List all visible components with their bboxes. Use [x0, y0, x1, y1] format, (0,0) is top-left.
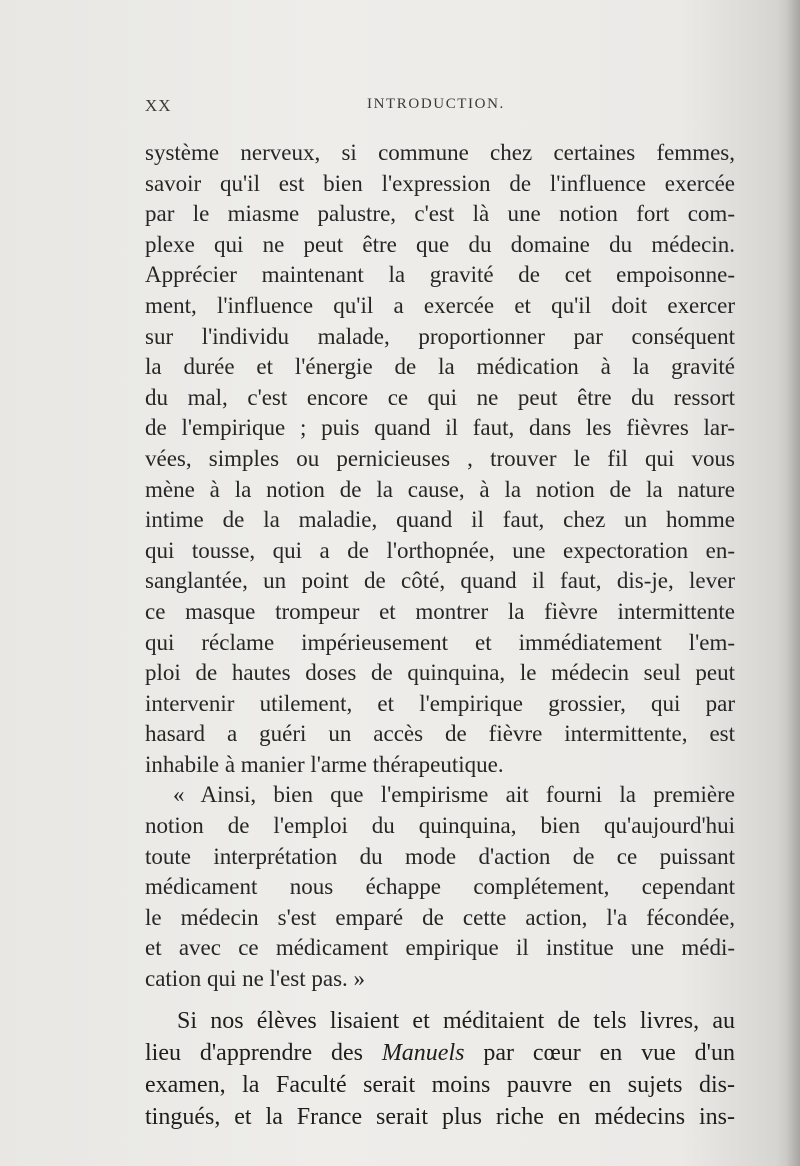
text-line: et avec ce médicament empirique il institue une médi-: [145, 935, 735, 961]
text-line: par le miasme palustre, c'est là une notion fort com-: [145, 201, 735, 227]
italic-title: Manuels: [381, 1039, 465, 1066]
running-title: INTRODUCTION.: [367, 96, 505, 112]
page-gutter-shadow: [786, 0, 800, 1166]
text-line: Apprécier maintenant la gravité de cet empoisonne-: [145, 262, 735, 288]
text-line: qui tousse, qui a de l'orthopnée, une expectoration en-: [145, 537, 735, 563]
text-line: Si nos élèves lisaient et méditaient de tels livres, au: [177, 1007, 735, 1034]
text-line: ce masque trompeur et montrer la fièvre intermittente: [145, 598, 735, 624]
page-number: XX: [145, 96, 172, 115]
text-line: plexe qui ne peut être que du domaine du médecin.: [145, 231, 735, 257]
text-line: de l'empirique ; puis quand il faut, dans les fièvres lar-: [145, 415, 735, 441]
text-line: sanglantée, un point de côté, quand il faut, dis-je, lever: [145, 568, 735, 594]
text-line: ploi de hautes doses de quinquina, le médecin seul peut: [145, 660, 735, 686]
paragraph-quotation: [145, 780, 735, 994]
text-line: cation qui ne l'est pas. »: [145, 966, 366, 992]
text-line: ment, l'influence qu'il a exercée et qu'il doit exercer: [145, 292, 735, 318]
text-line: du mal, c'est encore ce qui ne peut être du ressort: [145, 384, 735, 410]
text-line: vées, simples ou pernicieuses , trouver le fil qui vous: [145, 445, 735, 471]
body-text: [145, 138, 735, 1133]
text-line: tingués, et la France serait plus riche en médecins ins-: [145, 1103, 735, 1130]
text-line: notion de l'emploi du quinquina, bien qu'aujourd'hui: [145, 813, 735, 839]
text-line: hasard a guéri un accès de fièvre intermittente, est: [145, 721, 735, 747]
paragraph-final: [145, 1005, 735, 1133]
text-line: intervenir utilement, et l'empirique grossier, qui par: [145, 690, 735, 716]
text-segment: lieu d'apprendre des: [145, 1039, 382, 1066]
text-line: savoir qu'il est bien l'expression de l'influence exercée: [145, 170, 735, 196]
text-line: intime de la maladie, quand il faut, chez un homme: [145, 507, 735, 533]
text-line: système nerveux, si commune chez certaines femmes,: [145, 140, 735, 165]
text-line: examen, la Faculté serait moins pauvre en sujets dis-: [145, 1071, 735, 1098]
text-line-with-italic: [145, 1037, 735, 1069]
text-line: la durée et l'énergie de la médication à la gravité: [145, 354, 735, 380]
paragraph-continuation: [145, 138, 735, 780]
text-line: sur l'individu malade, proportionner par conséquent: [145, 323, 735, 349]
text-line: inhabile à manier l'arme thérapeutique.: [145, 751, 504, 777]
running-head: [145, 96, 735, 126]
text-line: le médecin s'est emparé de cette action, l'a fécondée,: [145, 904, 735, 930]
text-segment: par cœur en vue d'un: [464, 1039, 735, 1066]
text-line: qui réclame impérieusement et immédiatement l'em-: [145, 629, 735, 655]
text-line: médicament nous échappe complétement, cependant: [145, 874, 735, 900]
text-line: mène à la notion de la cause, à la notion de la nature: [145, 476, 735, 502]
text-line: toute interprétation du mode d'action de ce puissant: [145, 843, 735, 869]
text-line: « Ainsi, bien que l'empirisme ait fourni la première: [173, 782, 735, 808]
